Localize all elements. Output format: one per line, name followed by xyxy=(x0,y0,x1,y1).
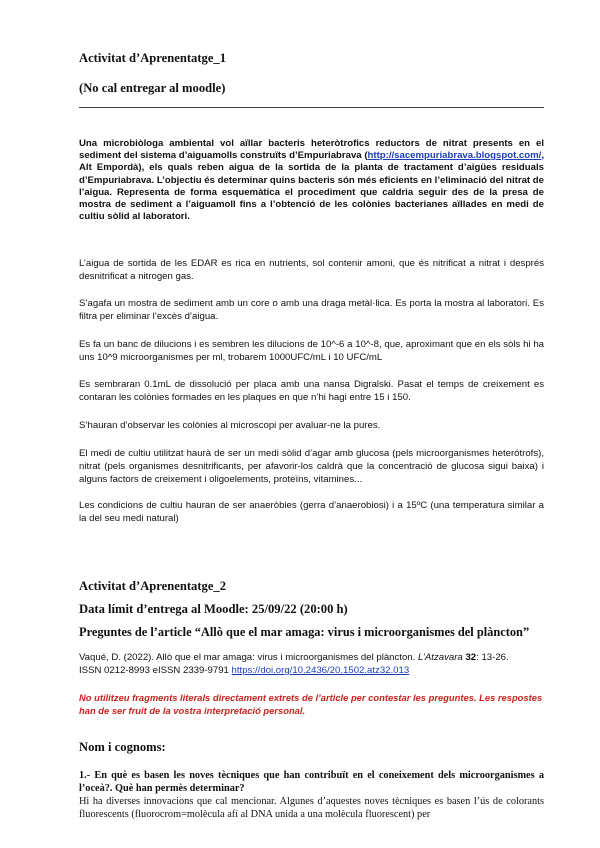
question-1: 1.- En què es basen les noves tècniques que han contribuït en el coneixement dels microorganismes a l’oceà?. Què han permès determinar? xyxy=(79,770,544,794)
reference-volume: 32 xyxy=(465,652,477,663)
reference-pages: : 13-26. xyxy=(476,652,509,663)
paragraph-7: Les condicions de cultiu hauran de ser anaeròbies (gerra d’anaerobiosi) i a 15ºC (una temperatura similar a la del seu medi natural) xyxy=(79,500,544,524)
divider-line xyxy=(79,107,544,108)
activity1-subtitle: (No cal entregar al moodle) xyxy=(79,81,226,95)
answer-1[interactable]: Hi ha diverses innovacions que cal mencionar. Algunes d’aquestes noves tècniques es basen l’ús de colorants fluorescents (fluorocrom=molècula afí al DNA unida a una molècula fluorescent) per xyxy=(79,796,544,820)
paragraph-2: S’agafa un mostra de sediment amb un core o amb una draga metàl·lica. Es porta la mostra al laboratori. Es filtra per eliminar l’excès d’aigua. xyxy=(79,298,544,322)
activity1-intro xyxy=(79,138,544,223)
paragraph-3: Es fa un banc de dilucions i es sembren les dilucions de 10^-6 a 10^-8, que, aproximant que en els sòls hi ha uns 10^9 microorganismes per ml, trobarem 1000UFC/mL i 10 UFC/mL xyxy=(79,339,544,363)
article-reference xyxy=(79,651,544,677)
activity2-deadline: Data límit d’entrega al Moodle: 25/09/22 (20:00 h) xyxy=(79,602,348,616)
warning-note: No utilitzeu fragments literals directament extrets de l’article per contestar les preguntes. Les respostes han de ser fruit de la vostra interpretació personal. xyxy=(79,692,543,716)
paragraph-5: S’hauran d’observar les colònies al microscopi per avaluar-ne la pures. xyxy=(79,420,381,431)
doi-link[interactable]: https://doi.org/10.2436/20.1502.atz32.013 xyxy=(231,665,410,676)
paragraph-6: El medi de cultiu utilitzat haurà de ser un medi sòlid d’agar amb glucosa (pels microorganismes heterótrofs), nitrat (pels organismes desnitrificants, per afavorir-los caldrà que la concentració de glucosa sigui baixa) i alguns factors de creixement i oligoelements, proteïns, vitamines... xyxy=(79,448,544,485)
activity2-title: Activitat d’Aprenentatge_2 xyxy=(79,579,227,593)
intro-text-start: Una microbiòloga ambiental vol aïllar bacteris heteròtrofics reductors de nitrat presents en el sediment del sistema d’aiguamolls construïts d’Empuriabrava ( xyxy=(79,138,544,162)
reference-journal: L’Atzavara xyxy=(417,652,463,663)
blog-link[interactable]: http://sacempuriabrava.blogspot.com/ xyxy=(367,150,542,162)
activity1-title: Activitat d’Aprenentatge_1 xyxy=(79,51,227,65)
name-label: Nom i cognoms: xyxy=(79,740,166,754)
paragraph-1: L’aigua de sortida de les EDAR es rica en nutrients, sol contenir amoni, que és nitrificat a nitrat i després desnitrificat a nitrogen gas. xyxy=(79,258,544,282)
paragraph-4: Es sembraran 0.1mL de dissolució per placa amb una nansa Digralski. Pasat el temps de creixement es contaran les colònies formades en les plaques en que n’hi hagi entre 15 i 150. xyxy=(79,379,544,403)
reference-authors: Vaqué, D. (2022). Allò que el mar amaga: virus i microorganismes del plàncton. xyxy=(79,652,418,663)
intro-text-end: , Alt Empordà), els quals reben aigua de la sortida de la planta de tractament d’aigües residuals d’Empuriabrava. L’objectiu és determinar quins bacteris són més eficients en l’eliminació del nitrat de l’aigua. Representa de forma esquemàtica el procediment que caldria seguir des de la presa de mostra de sediment a l’aiguamoll fins a l’obtenció de les colònies bacterianes aïllades en medi de cultiu sòlid al laboratori. xyxy=(79,150,544,223)
reference-issn: ISSN 0212-8993 eISSN 2339-9791 xyxy=(79,665,232,676)
activity2-article-title: Preguntes de l’article “Allò que el mar amaga: virus i microorganismes del plàncton” xyxy=(79,625,530,639)
